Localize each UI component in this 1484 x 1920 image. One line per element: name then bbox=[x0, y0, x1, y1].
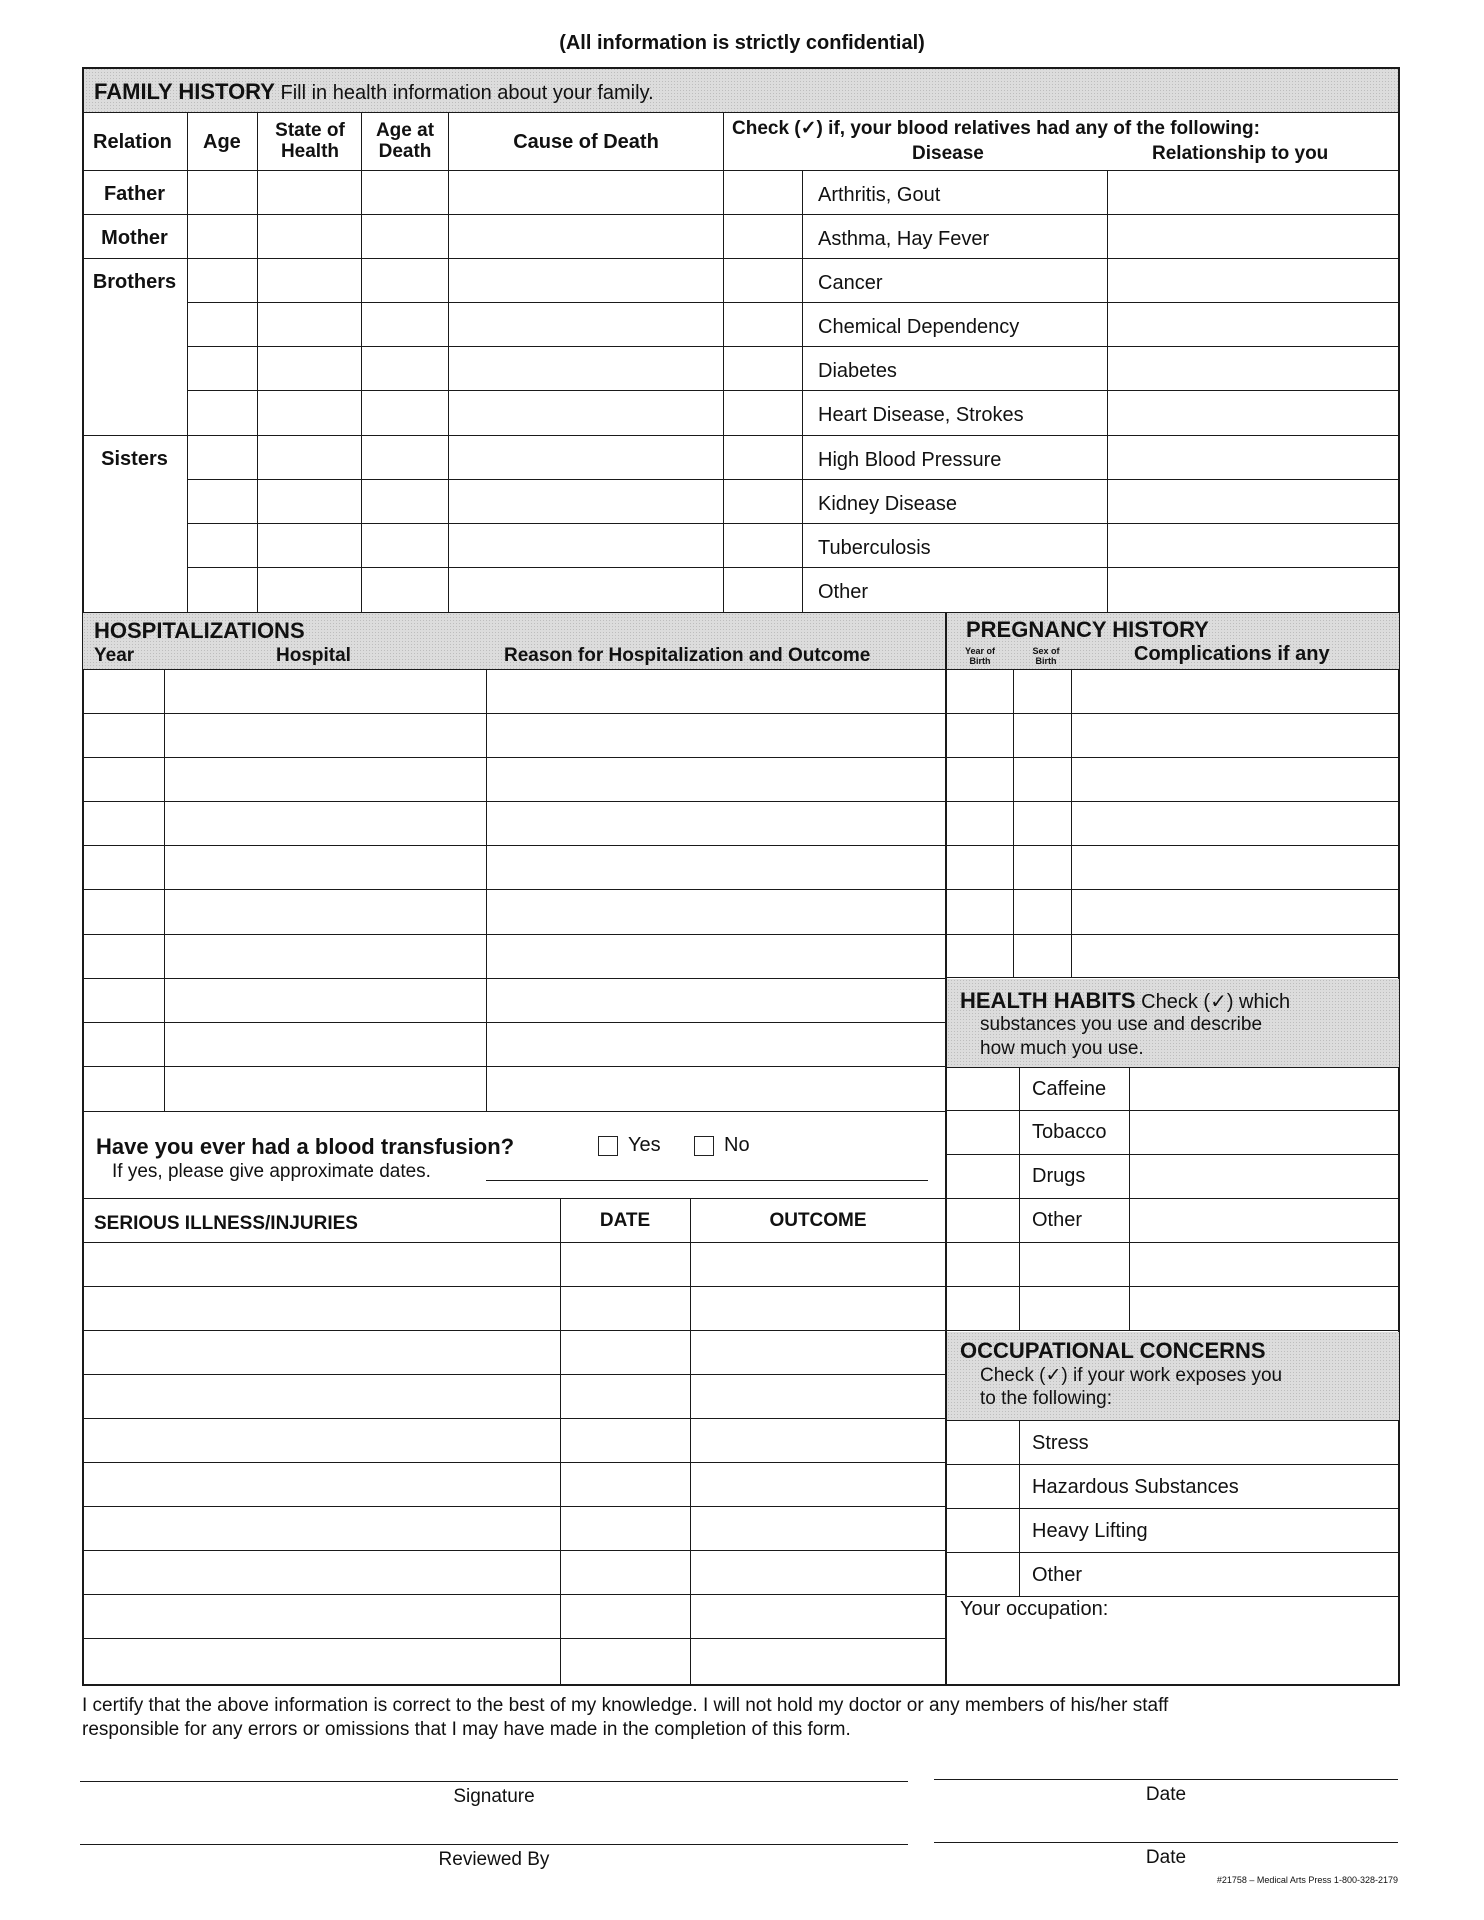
occupation-input[interactable] bbox=[948, 1622, 1399, 1684]
disease-label: High Blood Pressure bbox=[818, 449, 1002, 471]
health-habits-line1: Check (✓) which bbox=[1141, 991, 1291, 1013]
col-sex-of-birth bbox=[1024, 646, 1068, 666]
disease-label: Tuberculosis bbox=[818, 537, 931, 559]
family-row-brother-3[interactable] bbox=[189, 348, 723, 389]
habit-amount-other[interactable] bbox=[1131, 1200, 1399, 1241]
family-row-sister-4[interactable] bbox=[189, 569, 723, 612]
reviewed-date-line[interactable] bbox=[934, 1842, 1398, 1843]
col-state-of-health-line2: Health bbox=[280, 141, 340, 162]
transfusion-question: Have you ever had a blood transfusion? bbox=[96, 1134, 515, 1159]
disease-label: Kidney Disease bbox=[818, 493, 957, 515]
occupational-label-other: Other bbox=[1032, 1564, 1083, 1586]
family-row-sister-3[interactable] bbox=[189, 525, 723, 566]
col-illness-date: DATE bbox=[599, 1210, 651, 1231]
disease-check-high-blood-pressure[interactable] bbox=[725, 437, 801, 478]
occupational-label-heavy-lifting: Heavy Lifting bbox=[1032, 1520, 1148, 1542]
relation-brothers: Brothers bbox=[92, 271, 177, 293]
check-header: Check (✓) if, your blood relatives had any of the following: bbox=[732, 118, 1260, 139]
health-habits-title: HEALTH HABITS bbox=[960, 988, 1136, 1013]
col-sex-of-birth-line1: Sex of bbox=[1032, 646, 1060, 656]
pregnancy-row[interactable] bbox=[948, 803, 1398, 844]
pregnancy-row[interactable] bbox=[948, 715, 1398, 756]
col-age: Age bbox=[203, 131, 241, 153]
habit-blank-row[interactable] bbox=[948, 1288, 1399, 1329]
disease-check-cancer[interactable] bbox=[725, 260, 801, 301]
hospitalization-row[interactable] bbox=[84, 1068, 944, 1110]
occupational-title: OCCUPATIONAL CONCERNS bbox=[960, 1338, 1266, 1363]
pregnancy-row[interactable] bbox=[948, 847, 1398, 888]
col-complications: Complications if any bbox=[1134, 643, 1330, 665]
relation-father: Father bbox=[103, 183, 166, 205]
occupational-line1: Check (✓) if your work exposes you bbox=[980, 1365, 1283, 1386]
occupational-check-other[interactable] bbox=[948, 1554, 1018, 1595]
hospitalization-row[interactable] bbox=[84, 1024, 944, 1065]
certification-line2: responsible for any errors or omissions that I may have made in the completion of this form. bbox=[82, 1719, 851, 1740]
reviewed-by-line[interactable] bbox=[80, 1844, 908, 1845]
health-habits-heading bbox=[960, 988, 1290, 1014]
family-row-brother-2[interactable] bbox=[189, 304, 723, 345]
col-age-at-death bbox=[362, 120, 448, 162]
hospitalization-row[interactable] bbox=[84, 759, 944, 800]
col-hosp-hospital: Hospital bbox=[276, 645, 351, 666]
illness-row[interactable] bbox=[84, 1288, 944, 1329]
col-age-at-death-line2: Death bbox=[378, 141, 432, 162]
family-row-father[interactable] bbox=[189, 172, 723, 213]
occupational-label-hazardous: Hazardous Substances bbox=[1032, 1476, 1239, 1498]
habit-check-drugs[interactable] bbox=[948, 1156, 1018, 1197]
habit-amount-drugs[interactable] bbox=[1131, 1156, 1399, 1197]
family-row-mother[interactable] bbox=[189, 216, 723, 257]
col-hosp-year: Year bbox=[94, 645, 135, 666]
transfusion-yes-checkbox[interactable] bbox=[598, 1136, 618, 1156]
habit-blank-row[interactable] bbox=[948, 1244, 1399, 1285]
col-hosp-reason: Reason for Hospitalization and Outcome bbox=[504, 645, 871, 666]
col-relation: Relation bbox=[93, 131, 172, 153]
col-serious-illness: SERIOUS ILLNESS/INJURIES bbox=[94, 1213, 358, 1234]
signature-date-label: Date bbox=[1145, 1784, 1187, 1805]
pregnancy-row[interactable] bbox=[948, 671, 1398, 712]
health-habits-line2: substances you use and describe bbox=[980, 1014, 1263, 1035]
illness-row[interactable] bbox=[84, 1552, 944, 1593]
disease-label: Asthma, Hay Fever bbox=[818, 228, 990, 250]
occupational-check-heavy-lifting[interactable] bbox=[948, 1510, 1018, 1551]
col-cause-of-death: Cause of Death bbox=[513, 131, 659, 153]
transfusion-dates-input[interactable] bbox=[486, 1180, 928, 1181]
reviewed-date-label: Date bbox=[1145, 1847, 1187, 1868]
habit-check-other[interactable] bbox=[948, 1200, 1018, 1241]
occupation-label: Your occupation: bbox=[960, 1598, 1109, 1620]
disease-check-heart-disease[interactable] bbox=[725, 392, 801, 434]
illness-row[interactable] bbox=[84, 1640, 944, 1684]
disease-label: Heart Disease, Strokes bbox=[818, 404, 1024, 426]
col-year-of-birth bbox=[958, 646, 1002, 666]
col-relationship: Relationship to you bbox=[1152, 143, 1329, 164]
pregnancy-row[interactable] bbox=[948, 759, 1398, 800]
hospitalization-row[interactable] bbox=[84, 980, 944, 1021]
disease-label: Cancer bbox=[818, 272, 883, 294]
family-row-sister-1[interactable] bbox=[189, 437, 723, 478]
col-state-of-health-line1: State of bbox=[275, 120, 345, 141]
col-illness-outcome: OUTCOME bbox=[769, 1210, 867, 1231]
occupational-check-hazardous[interactable] bbox=[948, 1466, 1018, 1507]
occupational-line2: to the following: bbox=[980, 1388, 1113, 1409]
certification-line1: I certify that the above information is correct to the best of my knowledge. I will not hold my doctor or any members of his/her staff bbox=[82, 1695, 1169, 1716]
family-history-subtitle: Fill in health information about your family. bbox=[280, 82, 654, 104]
transfusion-no-checkbox[interactable] bbox=[694, 1136, 714, 1156]
disease-label: Chemical Dependency bbox=[818, 316, 1020, 338]
disease-label: Diabetes bbox=[818, 360, 897, 382]
family-history-title: FAMILY HISTORY bbox=[94, 79, 275, 104]
disease-check-kidney-disease[interactable] bbox=[725, 481, 801, 522]
transfusion-dates-prompt: If yes, please give approximate dates. bbox=[112, 1161, 431, 1182]
hospitalization-row[interactable] bbox=[84, 671, 944, 712]
hospitalization-row[interactable] bbox=[84, 936, 944, 977]
illness-row[interactable] bbox=[84, 1596, 944, 1637]
family-row-brother-4[interactable] bbox=[189, 392, 723, 434]
disease-check-arthritis[interactable] bbox=[725, 172, 801, 213]
illness-row[interactable] bbox=[84, 1332, 944, 1373]
habit-label-tobacco: Tobacco bbox=[1032, 1121, 1107, 1143]
relation-sisters: Sisters bbox=[101, 448, 168, 470]
hospitalization-row[interactable] bbox=[84, 891, 944, 933]
habit-amount-tobacco[interactable] bbox=[1131, 1112, 1399, 1153]
disease-check-chemical-dependency[interactable] bbox=[725, 304, 801, 345]
transfusion-no-label: No bbox=[724, 1134, 750, 1156]
pregnancy-row[interactable] bbox=[948, 936, 1398, 976]
habit-amount-caffeine[interactable] bbox=[1131, 1069, 1399, 1109]
disease-label: Other bbox=[818, 581, 869, 603]
habit-check-caffeine[interactable] bbox=[948, 1069, 1018, 1109]
col-disease: Disease bbox=[912, 143, 984, 164]
col-age-at-death-line1: Age at bbox=[375, 120, 435, 141]
reviewed-by-label: Reviewed By bbox=[438, 1849, 550, 1870]
col-state-of-health bbox=[258, 120, 362, 162]
habit-label-drugs: Drugs bbox=[1032, 1165, 1086, 1187]
habit-check-tobacco[interactable] bbox=[948, 1112, 1018, 1153]
family-row-brother-1[interactable] bbox=[189, 260, 723, 301]
habit-label-other: Other bbox=[1032, 1209, 1083, 1231]
form-footer: #21758 – Medical Arts Press 1-800-328-2179 bbox=[1216, 1875, 1398, 1885]
illness-row[interactable] bbox=[84, 1244, 944, 1285]
col-year-of-birth-line1: Year of bbox=[964, 646, 995, 656]
transfusion-yes-label: Yes bbox=[628, 1134, 661, 1156]
illness-row[interactable] bbox=[84, 1420, 944, 1461]
signature-line[interactable] bbox=[80, 1781, 908, 1782]
occupational-label-stress: Stress bbox=[1032, 1432, 1089, 1454]
habit-label-caffeine: Caffeine bbox=[1032, 1078, 1107, 1100]
relation-mother: Mother bbox=[101, 227, 168, 249]
disease-check-other[interactable] bbox=[725, 569, 801, 612]
illness-row[interactable] bbox=[84, 1376, 944, 1417]
col-sex-of-birth-line2: Birth bbox=[1035, 656, 1057, 666]
hospitalization-row[interactable] bbox=[84, 803, 944, 844]
illness-row[interactable] bbox=[84, 1508, 944, 1549]
disease-check-tuberculosis[interactable] bbox=[725, 525, 801, 566]
pregnancy-row[interactable] bbox=[948, 891, 1398, 933]
signature-date-line[interactable] bbox=[934, 1779, 1398, 1780]
signature-label: Signature bbox=[453, 1786, 535, 1807]
confidential-notice: (All information is strictly confidential) bbox=[559, 32, 925, 54]
hospitalizations-title: HOSPITALIZATIONS bbox=[94, 618, 305, 643]
disease-label: Arthritis, Gout bbox=[818, 184, 941, 206]
pregnancy-title: PREGNANCY HISTORY bbox=[966, 617, 1209, 642]
disease-check-diabetes[interactable] bbox=[725, 348, 801, 389]
hospitalization-row[interactable] bbox=[84, 847, 944, 888]
col-year-of-birth-line2: Birth bbox=[969, 656, 991, 666]
occupational-check-stress[interactable] bbox=[948, 1422, 1018, 1463]
illness-row[interactable] bbox=[84, 1464, 944, 1505]
hospitalization-row[interactable] bbox=[84, 715, 944, 756]
health-habits-line3: how much you use. bbox=[980, 1038, 1144, 1059]
family-row-sister-2[interactable] bbox=[189, 481, 723, 522]
disease-check-asthma[interactable] bbox=[725, 216, 801, 257]
